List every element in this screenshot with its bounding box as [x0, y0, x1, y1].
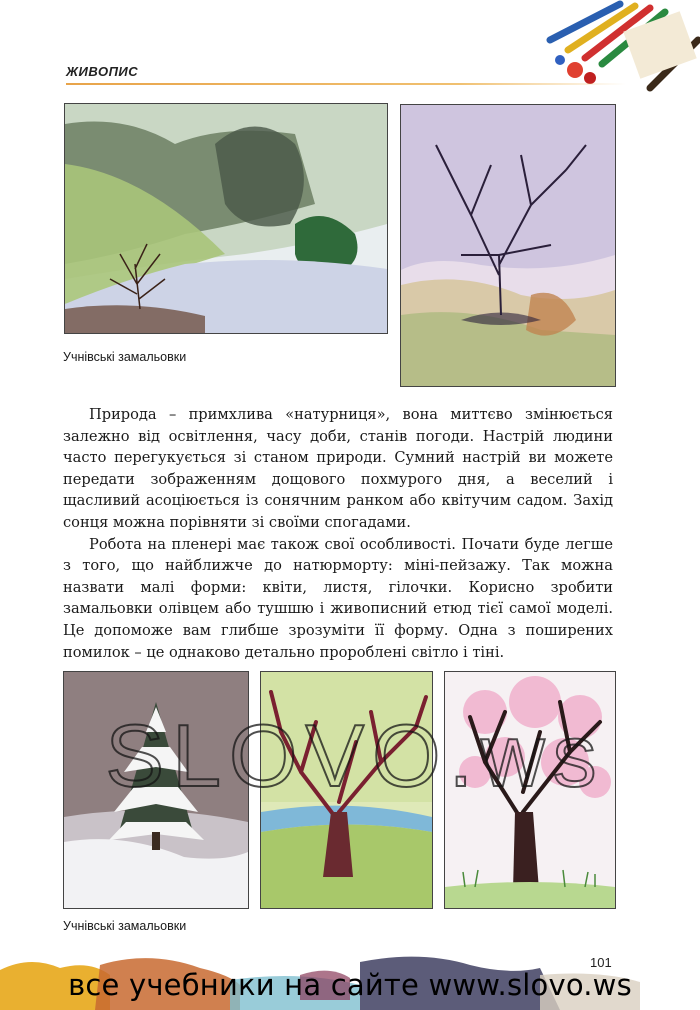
- figure-caption-top: Учнівські замальовки: [63, 350, 187, 364]
- header-divider: [66, 83, 626, 85]
- blossoming-tree-image: [444, 671, 616, 909]
- footer-site-banner[interactable]: все учебники на сайте www.slovo.ws: [68, 968, 632, 1002]
- body-text: [63, 404, 613, 663]
- section-title: ЖИВОПИС: [66, 64, 139, 79]
- snowy-fir-image: [63, 671, 249, 909]
- page-number: 101: [590, 955, 612, 970]
- watercolor-bare-tree-image: [400, 104, 616, 387]
- pencils-illustration: [530, 0, 700, 95]
- paragraph-2: Робота на пленері має також свої особливості. Почати буде легше з того, що найближче до натюрморту: міні-пейзажу. Так можна назвати малі форми: квіти, листя, гілочки. Корисно зробити замальовки олівцем або тушшю і живописний етюд тієї самої моделі. Це допоможе вам глибше зрозуміти її форму. Одна з поширених помилок – це однаково детально пророблені світло і тіні.: [63, 535, 613, 661]
- tree-meadow-image: [260, 671, 433, 909]
- paragraph-1: Природа – примхлива «натурниця», вона миттєво змінюється залежно від освітлення, часу доби, станів погоди. Настрій людини часто перегукується зі станом природи. Сумний настрій ви можете передати зображенням дощового похмурого дня, а веселий і щасливий асоціюється із сонячним ранком або квітучим садом. Захід сонця можна порівняти зі своїми спогадами.: [63, 406, 613, 531]
- figure-caption-bottom: Учнівські замальовки: [63, 919, 187, 933]
- watercolor-riverbank-image: [64, 103, 388, 334]
